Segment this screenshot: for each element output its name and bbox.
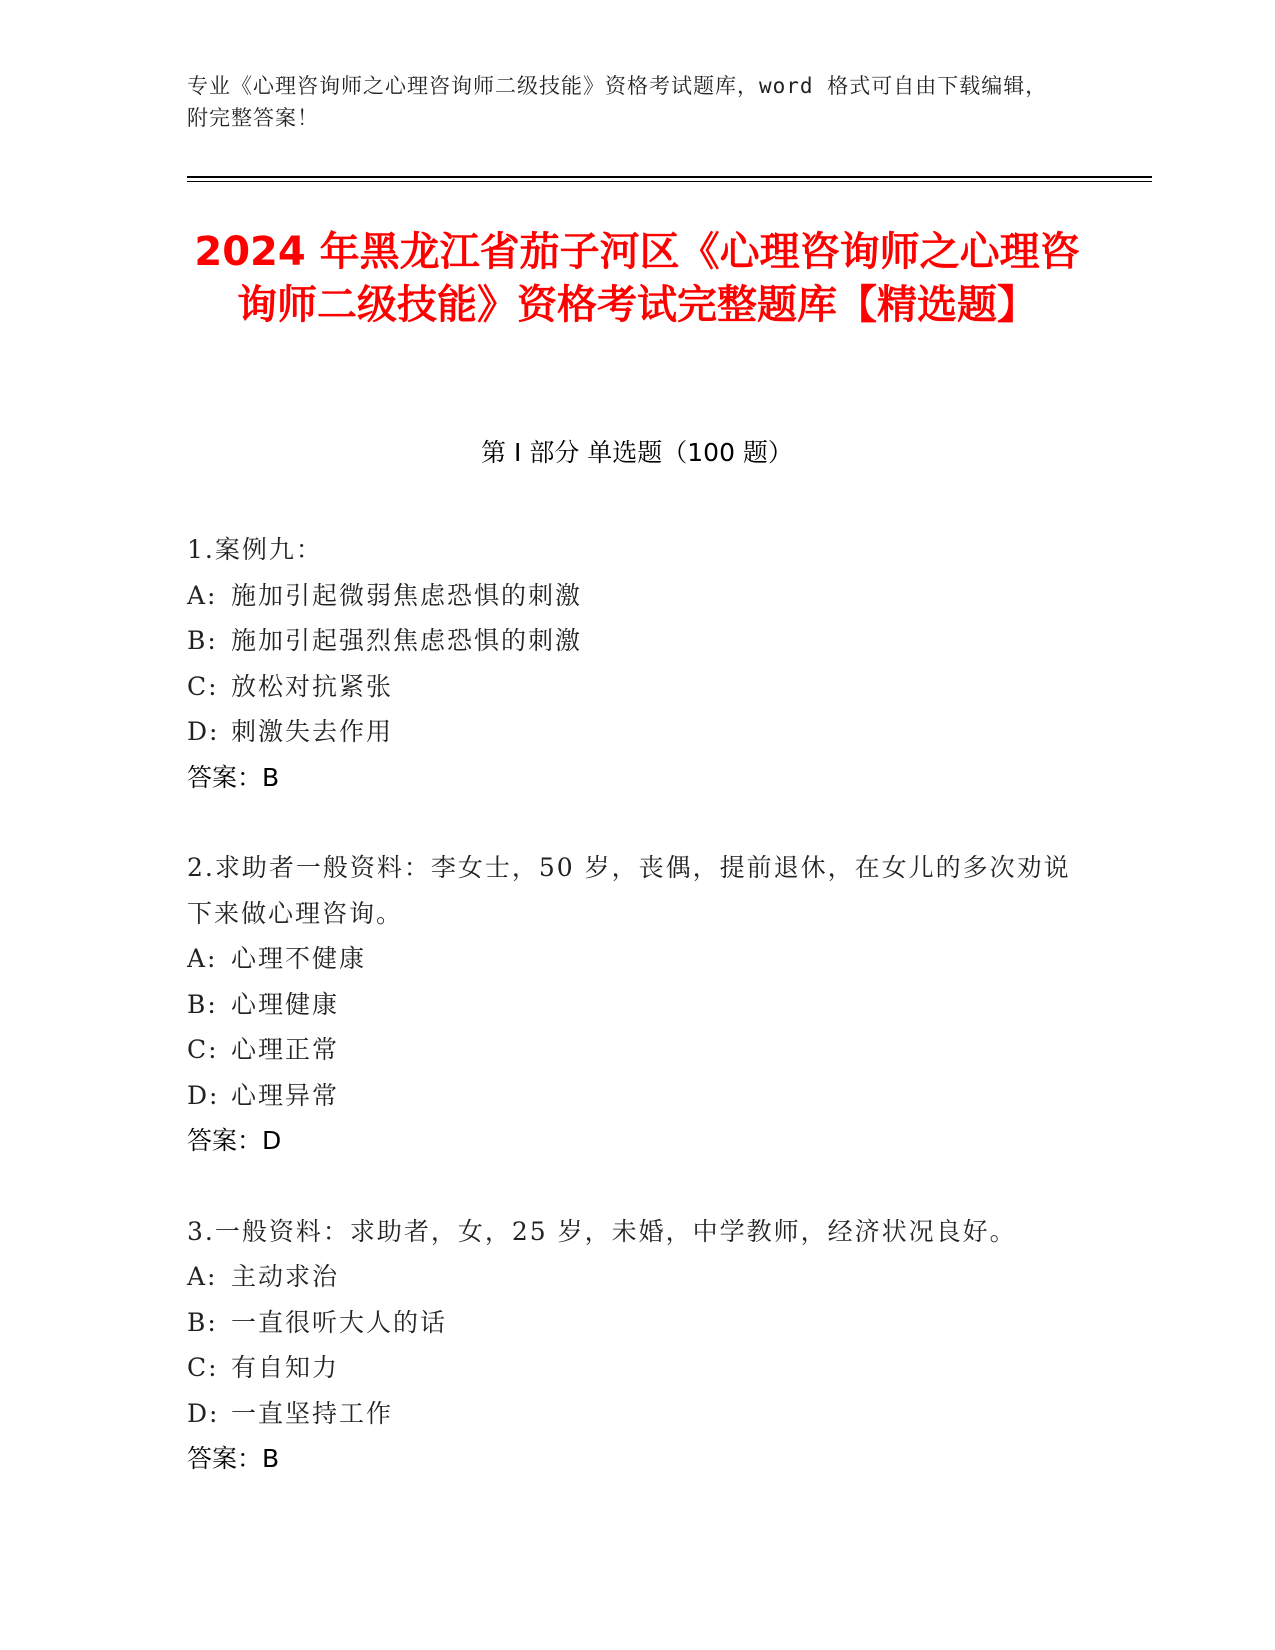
option-a (187, 573, 1087, 619)
section-heading: 第 I 部分 单选题（100 题） (481, 438, 793, 467)
option-b (187, 1300, 1087, 1346)
option-key: A: (187, 1262, 218, 1291)
option-text: 放松对抗紧张 (231, 671, 394, 701)
document-title: 2024 年黑龙江省茄子河区《心理咨询师之心理咨询师二级技能》资格考试完整题库【精选题】 (194, 229, 1080, 328)
header-divider-thick (187, 176, 1152, 178)
option-text: 心理异常 (231, 1080, 340, 1110)
option-a (187, 1254, 1087, 1300)
option-key: A: (187, 580, 218, 610)
option-a (187, 936, 1087, 982)
question-list (187, 527, 1087, 1527)
option-b (187, 618, 1087, 664)
question-stem: 3.一般资料：求助者，女，25 岁，未婚，中学教师，经济状况良好。 (187, 1216, 1017, 1246)
option-key: C: (187, 671, 219, 701)
option-key: D: (187, 1398, 220, 1428)
option-text: 主动求治 (231, 1262, 340, 1291)
option-key: B: (187, 626, 218, 655)
option-text: 施加引起强烈焦虑恐惧的刺激 (231, 626, 583, 655)
answer-line: 答案：D (187, 1126, 282, 1155)
option-text: 心理正常 (231, 1035, 340, 1064)
option-d (187, 1391, 1087, 1437)
option-key: B: (187, 1307, 218, 1337)
option-key: B: (187, 989, 218, 1019)
option-text: 心理不健康 (231, 944, 367, 973)
option-d (187, 1073, 1087, 1119)
answer-line: 答案：B (187, 762, 280, 792)
question-item (187, 527, 1087, 800)
option-key: A: (187, 944, 218, 973)
question-stem: 2.求助者一般资料：李女士，50 岁，丧偶，提前退休，在女儿的多次劝说下来做心理咨询。 (187, 853, 1071, 928)
answer-line: 答案：B (187, 1444, 280, 1473)
header-divider-thin (187, 181, 1152, 182)
option-text: 有自知力 (231, 1353, 340, 1382)
option-c (187, 1027, 1087, 1073)
question-item (187, 1209, 1087, 1482)
option-text: 一直很听大人的话 (231, 1307, 448, 1337)
option-c (187, 664, 1087, 710)
option-text: 刺激失去作用 (231, 717, 394, 746)
option-key: C: (187, 1035, 219, 1064)
option-key: D: (187, 1080, 220, 1110)
header-note: 专业《心理咨询师之心理咨询师二级技能》资格考试题库，word 格式可自由下载编辑，附完整答案！ (187, 74, 1048, 130)
option-c (187, 1345, 1087, 1391)
option-text: 心理健康 (231, 989, 340, 1019)
option-d (187, 709, 1087, 755)
option-key: C: (187, 1353, 219, 1382)
question-stem: 1.案例九： (187, 535, 323, 564)
option-b (187, 982, 1087, 1028)
question-item (187, 845, 1087, 1164)
option-text: 施加引起微弱焦虑恐惧的刺激 (231, 580, 583, 610)
option-text: 一直坚持工作 (231, 1398, 394, 1428)
option-key: D: (187, 717, 220, 746)
